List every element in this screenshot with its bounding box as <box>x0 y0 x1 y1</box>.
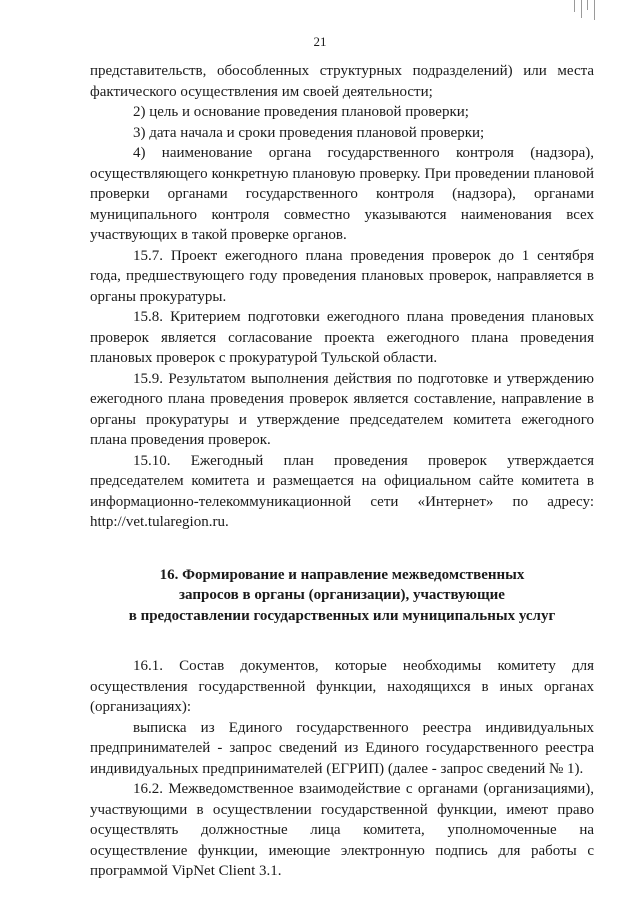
list-item-2: 2) цель и основание проведения плановой проверки; <box>133 104 469 120</box>
clause-15-10: 15.10. Ежегодный план проведения проверок утверждается председателем комитета и размещается на официальном сайте комитета в информационно-телекоммуникационной сети «Интернет» по адресу: http://vet.tularegion.ru. <box>90 452 594 530</box>
section-heading-line: запросов в органы (организации), участвующие <box>179 587 505 603</box>
clause-15-9: 15.9. Результатом выполнения действия по подготовке и утверждению ежегодного плана проведения проверок является составление, направление в органы прокуратуры и утверждение председателем комитета ежегодного плана проведения проверок. <box>90 370 594 448</box>
scan-artifact-marks <box>572 0 600 20</box>
clause-16-2: 16.2. Межведомственное взаимодействие с органами (организациями), участвующими в осуществлении государственной функции, имеют право осуществлять должностные лица комитета, уполномоченные на осуществление функции, имеющие электронную подпись для работы с программой VipNet Client 3.1. <box>90 781 594 879</box>
clause-16-1-extract: выписка из Единого государственного реестра индивидуальных предпринимателей - запрос сведений из Единого государственного реестра индивидуальных предпринимателей (ЕГРИП) (далее - запрос сведений № 1). <box>90 719 594 777</box>
list-item-3: 3) дата начала и сроки проведения плановой проверки; <box>133 124 485 141</box>
paragraph-continuation: представительств, обособленных структурных подразделений) или места фактического осуществления им своей деятельности; <box>90 63 594 100</box>
clause-15-7: 15.7. Проект ежегодного плана проведения проверок до 1 сентября года, предшествующего году проведения плановых проверок, направляется в органы прокуратуры. <box>90 247 594 305</box>
section-heading-line: в предоставлении государственных или муниципальных услуг <box>128 607 556 624</box>
document-body <box>90 61 594 882</box>
clause-15-8: 15.8. Критерием подготовки ежегодного плана проведения плановых проверок является согласование проекта ежегодного плана проведения плановых проверок с прокуратурой Тульской области. <box>90 309 594 366</box>
section-16-heading <box>90 565 594 627</box>
page-number: 21 <box>313 34 327 49</box>
section-heading-line: 16. Формирование и направление межведомственных <box>159 566 525 583</box>
clause-16-1: 16.1. Состав документов, которые необходимы комитету для осуществления государственной функции, находящихся в иных органах (организациях): <box>90 658 594 715</box>
list-item-4: 4) наименование органа государственного контроля (надзора), осуществляющего конкретную плановую проверку. При проведении плановой проверки органами государственного контроля (надзора), органами муниципального контроля совместно указываются наименования всех участвующих в такой проверке органов. <box>90 145 594 243</box>
